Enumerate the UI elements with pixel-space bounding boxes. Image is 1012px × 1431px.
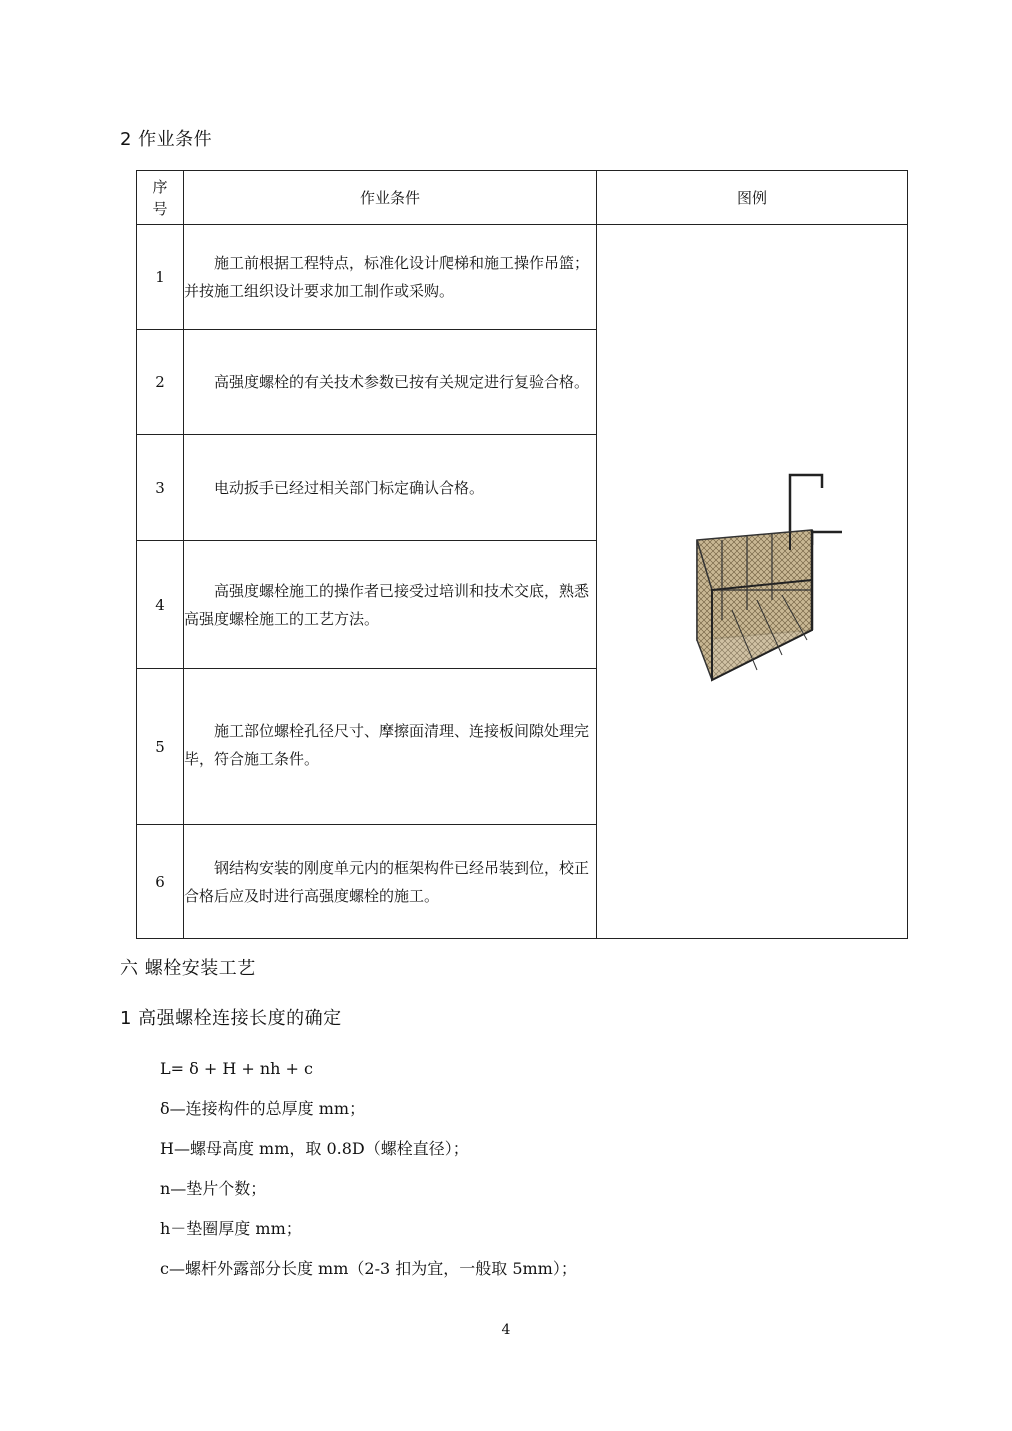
row-text: 高强度螺栓的有关技术参数已按有关规定进行复验合格。 [184,330,597,435]
row-number: 3 [137,435,184,541]
table-row [137,225,908,330]
hanging-basket-icon [662,470,842,690]
formula-def: h－垫圈厚度 mm； [160,1219,302,1238]
row-text: 施工部位螺栓孔径尺寸、摩擦面清理、连接板间隙处理完毕，符合施工条件。 [184,669,597,825]
formula-def: c—螺杆外露部分长度 mm（2-3 扣为宜，一般取 5mm）； [160,1259,577,1278]
row-text: 施工前根据工程特点，标准化设计爬梯和施工操作吊篮；并按施工组织设计要求加工制作或采购。 [184,225,597,330]
formula-def: δ—连接构件的总厚度 mm； [160,1099,366,1118]
section-title: 2 作业条件 [120,129,213,150]
row-text: 电动扳手已经过相关部门标定确认合格。 [184,435,597,541]
header-figure: 图例 [597,171,908,225]
row-text: 钢结构安装的刚度单元内的框架构件已经吊装到位，校正合格后应及时进行高强度螺栓的施工。 [184,825,597,939]
row-number: 2 [137,330,184,435]
figure-cell [597,225,908,939]
formula-def: n—垫片个数； [160,1179,267,1198]
row-text: 高强度螺栓施工的操作者已接受过培训和技术交底，熟悉高强度螺栓施工的工艺方法。 [184,541,597,669]
row-number: 5 [137,669,184,825]
row-number: 4 [137,541,184,669]
row-number: 1 [137,225,184,330]
formula-def: H—螺母高度 mm，取 0.8D（螺栓直径）； [160,1139,469,1158]
header-condition: 作业条件 [184,171,597,225]
section-title: 六 螺栓安装工艺 [120,958,256,979]
conditions-table [136,170,908,939]
subsection-title: 1 高强螺栓连接长度的确定 [120,1008,342,1029]
row-number: 6 [137,825,184,939]
page-number: 4 [501,1322,511,1338]
header-no [137,171,184,225]
formula-equation: L= δ + H + nh + c [160,1059,314,1078]
table-header-row [137,171,908,225]
header-no-text: 序号 [152,177,168,218]
